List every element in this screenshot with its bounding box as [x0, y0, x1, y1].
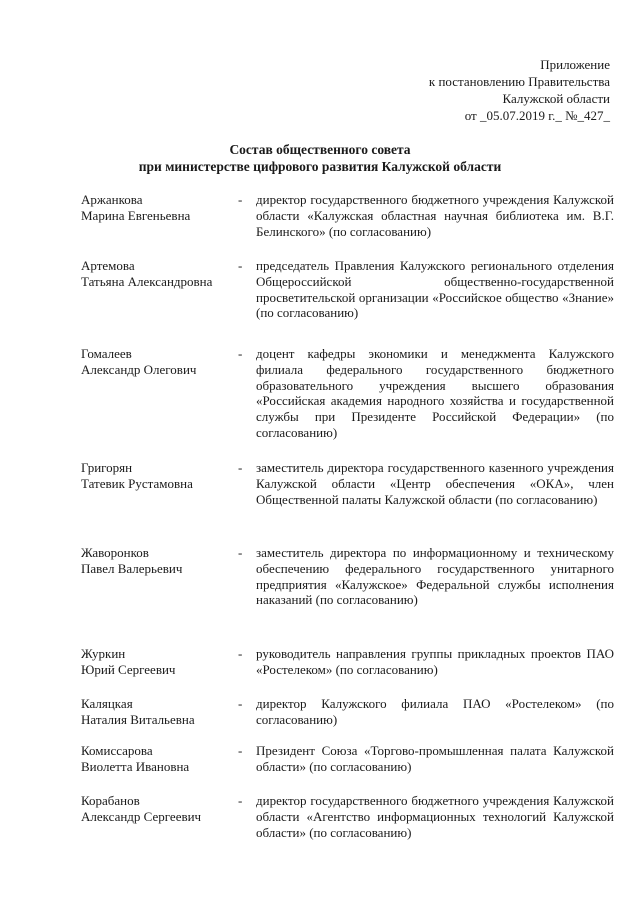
- member-given-names: Марина Евгеньевна: [81, 207, 191, 223]
- appendix-block: [429, 56, 610, 124]
- member-dash: -: [238, 793, 243, 808]
- member-surname: Журкин: [81, 646, 126, 661]
- appendix-line-2: к постановлению Правительства: [428, 74, 610, 89]
- member-surname: Жаворонков: [81, 545, 149, 560]
- member-name: [81, 346, 241, 378]
- member-entry: [0, 793, 640, 853]
- member-name: [81, 258, 241, 290]
- member-description: заместитель директора по информационному и техническому обеспечению федерального государственного унитарного предприятия «Калужское» Федеральной службы исполнения наказаний (по согласованию): [256, 545, 614, 608]
- member-name: [81, 696, 241, 728]
- member-name: [81, 192, 241, 224]
- member-surname: Гомалеев: [81, 346, 132, 361]
- member-entry: [0, 696, 640, 743]
- member-dash: -: [238, 346, 243, 361]
- member-surname: Комиссарова: [81, 743, 153, 758]
- member-given-names: Александр Сергеевич: [81, 808, 202, 824]
- members-list: [0, 192, 640, 853]
- member-description: директор Калужского филиала ПАО «Ростелеком» (по согласованию): [256, 696, 614, 727]
- member-surname: Корабанов: [81, 793, 140, 808]
- member-description: директор государственного бюджетного учреждения Калужской области «Калужская областная научная библиотека им. В.Г. Белинского» (по согласованию): [256, 192, 614, 239]
- member-surname: Григорян: [81, 460, 133, 475]
- member-description: доцент кафедры экономики и менеджмента Калужского филиала федерального государственного бюджетного образовательного учреждения высшего образования «Российская академия народного хозяйства и государственной службы при Президенте Российской Федерации» (по согласованию): [256, 346, 614, 440]
- member-entry: [0, 258, 640, 346]
- member-given-names: Виолетта Ивановна: [81, 758, 190, 774]
- member-name: [81, 646, 241, 678]
- member-name: [81, 793, 241, 825]
- title-line-2: при министерстве цифрового развития Калужской области: [138, 159, 502, 174]
- member-entry: [0, 346, 640, 460]
- member-dash: -: [238, 460, 243, 475]
- member-dash: -: [238, 646, 243, 661]
- member-entry: [0, 743, 640, 793]
- member-description: председатель Правления Калужского регионального отделения Общероссийской общественно-государственной просветительской организации «Российское общество «Знание» (по согласованию): [256, 258, 614, 321]
- member-surname: Каляцкая: [81, 696, 133, 711]
- member-name: [81, 743, 241, 775]
- appendix-line-3: Калужской области: [502, 91, 610, 106]
- member-description: директор государственного бюджетного учреждения Калужской области «Агентство информационных технологий Калужской области» (по согласованию): [256, 793, 614, 840]
- appendix-line-4: от _05.07.2019 г._ №_427_: [464, 108, 610, 123]
- member-surname: Артемова: [81, 258, 135, 273]
- member-given-names: Татевик Рустамовна: [81, 475, 193, 491]
- member-given-names: Павел Валерьевич: [81, 560, 183, 576]
- member-entry: [0, 192, 640, 258]
- member-surname: Аржанкова: [81, 192, 143, 207]
- member-dash: -: [238, 696, 243, 711]
- member-name: [81, 460, 241, 492]
- member-dash: -: [238, 258, 243, 273]
- member-name: [81, 545, 241, 577]
- title-line-1: Состав общественного совета: [229, 142, 411, 157]
- member-dash: -: [238, 545, 243, 560]
- document-title: [0, 141, 640, 175]
- member-given-names: Юрий Сергеевич: [81, 661, 176, 677]
- appendix-line-1: Приложение: [540, 57, 610, 72]
- member-entry: [0, 646, 640, 696]
- member-entry: [0, 460, 640, 545]
- member-description: руководитель направления группы прикладных проектов ПАО «Ростелеком» (по согласованию): [256, 646, 614, 677]
- member-dash: -: [238, 743, 243, 758]
- member-given-names: Татьяна Александровна: [81, 273, 213, 289]
- member-given-names: Александр Олегович: [81, 361, 197, 377]
- member-dash: -: [238, 192, 243, 207]
- member-description: Президент Союза «Торгово-промышленная палата Калужской области» (по согласованию): [256, 743, 614, 774]
- member-description: заместитель директора государственного казенного учреждения Калужской области «Центр обеспечения «ОКА», член Общественной палаты Калужской области (по согласованию): [256, 460, 614, 507]
- member-entry: [0, 545, 640, 646]
- member-given-names: Наталия Витальевна: [81, 711, 195, 727]
